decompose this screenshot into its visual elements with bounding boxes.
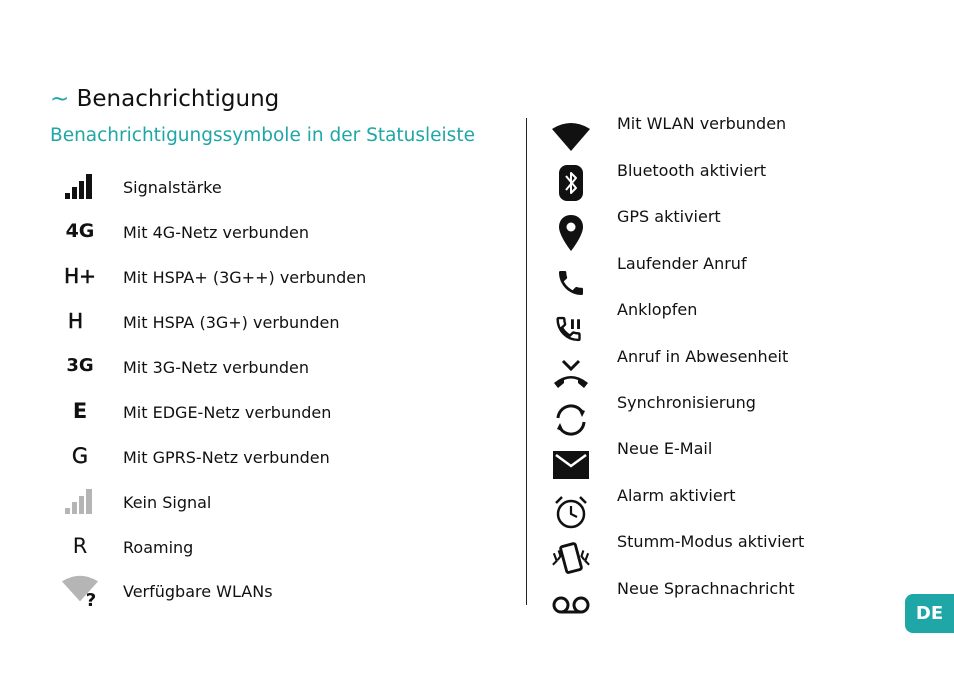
item-label: Mit EDGE-Netz verbunden (123, 403, 332, 422)
section-subtitle: Benachrichtigungssymbole in der Statusleiste (50, 125, 475, 146)
column-divider (526, 118, 527, 605)
item-label: Bluetooth aktiviert (617, 161, 767, 180)
item-label: Synchronisierung (617, 393, 756, 412)
vibrate-icon (551, 536, 591, 572)
title-text: Benachrichtigung (76, 86, 280, 112)
hspa-plus-icon: H+ (64, 264, 96, 288)
item-label: Anruf in Abwesenheit (617, 347, 789, 366)
sync-icon (551, 397, 591, 433)
language-badge: DE (905, 594, 954, 633)
item-label: Stumm-Modus aktiviert (617, 532, 805, 551)
item-label: Roaming (123, 538, 194, 557)
phone-call-icon (551, 258, 591, 294)
gps-pin-icon (551, 211, 591, 247)
item-label: Neue E-Mail (617, 439, 713, 458)
item-label: Laufender Anruf (617, 254, 747, 273)
3g-icon: 3G (66, 355, 94, 376)
signal-full-icon (60, 168, 100, 204)
item-label: Alarm aktiviert (617, 486, 736, 505)
voicemail-icon (551, 583, 591, 619)
wifi-available-icon (60, 572, 100, 608)
item-label: Mit WLAN verbunden (617, 114, 787, 133)
hspa-icon: H (68, 309, 84, 333)
page-title (50, 86, 279, 112)
no-signal-icon (60, 483, 100, 519)
item-label: Signalstärke (123, 178, 222, 197)
roaming-icon: R (72, 533, 88, 558)
gprs-icon: G (71, 443, 89, 468)
item-label: Mit HSPA (3G+) verbunden (123, 313, 340, 332)
wifi-connected-icon (551, 118, 591, 154)
email-icon (551, 443, 591, 479)
item-label: Mit GPRS-Netz verbunden (123, 448, 330, 467)
missed-call-icon (551, 351, 591, 387)
item-label: Kein Signal (123, 493, 212, 512)
item-label: Verfügbare WLANs (123, 582, 273, 601)
item-label: GPS aktiviert (617, 207, 721, 226)
alarm-clock-icon (551, 490, 591, 526)
svg-text:?: ? (85, 590, 97, 608)
item-label: Mit HSPA+ (3G++) verbunden (123, 268, 367, 287)
call-waiting-icon (551, 304, 591, 340)
item-label: Mit 3G-Netz verbunden (123, 358, 309, 377)
item-label: Mit 4G-Netz verbunden (123, 223, 309, 242)
edge-icon: E (72, 398, 88, 423)
item-label: Anklopfen (617, 300, 698, 319)
bluetooth-icon (551, 165, 591, 201)
4g-icon: 4G (65, 219, 95, 242)
title-tilde: ~ (50, 86, 70, 112)
item-label: Neue Sprachnachricht (617, 579, 795, 598)
